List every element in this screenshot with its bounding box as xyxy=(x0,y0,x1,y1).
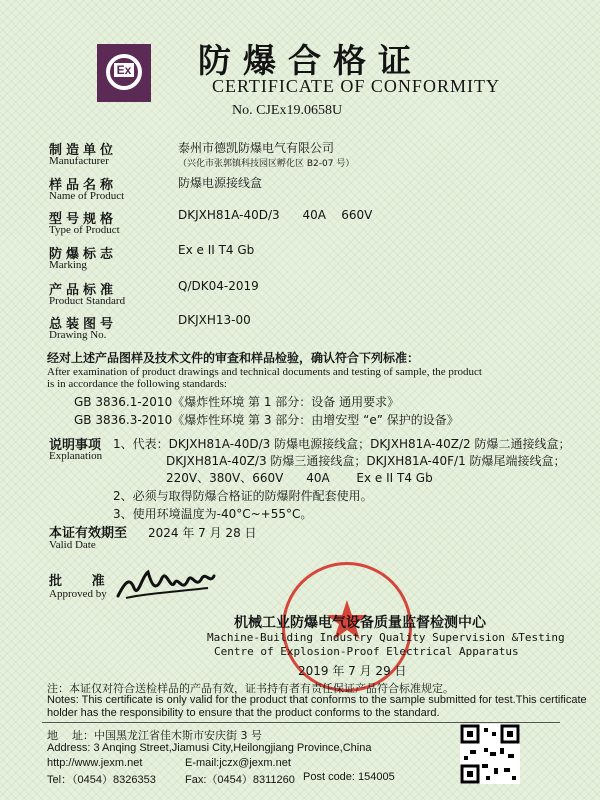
notes-en-1: Notes: This certificate is only valid for the product that conforms to the sample submitted for test.This certificate xyxy=(47,694,587,706)
standard-label-en: Product Standard xyxy=(49,295,126,307)
explanation-item-1: 1、代表：DKJXH81A-40D/3 防爆电源接线盒；DKJXH81A-40Z/2 防爆二通接线盒； xyxy=(113,437,571,451)
product-label-cn: 样品名称 xyxy=(49,178,118,193)
ex-logo xyxy=(97,44,151,102)
qr-code[interactable] xyxy=(460,724,520,784)
standard-label-cn: 产品标准 xyxy=(49,283,118,298)
issuer-name-en-2: Centre of Explosion-Proof Electrical Apparatus xyxy=(214,645,519,658)
footer-email[interactable]: E-mail:jczx@jexm.net xyxy=(185,757,291,769)
validity-label-en: Valid Date xyxy=(49,539,96,551)
notes-en-2: holder has the responsibility to ensure that the product conforms to the standard. xyxy=(47,707,440,719)
manufacturer-address: （兴化市张郭镇科技园区孵化区 B2-07 号） xyxy=(178,159,355,169)
marking-label-en: Marking xyxy=(49,259,87,271)
type-value: DKJXH81A-40D/3 40A 660V xyxy=(178,208,373,222)
explanation-item-2: 2、必须与取得防爆合格证的防爆附件配套使用。 xyxy=(113,489,373,503)
approval-label-en: Approved by xyxy=(49,588,107,600)
notes-cn: 注：本证仅对符合送检样品的产品有效，证书持有者有责任保证产品符合标准规定。 xyxy=(47,682,454,695)
drawing-value: DKJXH13-00 xyxy=(178,313,251,327)
drawing-label-cn: 总装图号 xyxy=(49,317,118,332)
explanation-label-en: Explanation xyxy=(49,450,103,462)
signature xyxy=(112,558,222,610)
marking-label-cn: 防爆标志 xyxy=(49,247,118,262)
standard-value: Q/DK04-2019 xyxy=(178,279,259,293)
footer-fax: Fax:（0454）8311260 xyxy=(185,774,295,786)
manufacturer-label-cn: 制造单位 xyxy=(49,143,118,158)
seal-star-icon: ★ xyxy=(322,589,372,652)
title-cn: 防爆合格证 xyxy=(198,41,423,80)
issuer-name-en-1: Machine-Building Industry Quality Supervision &Testing xyxy=(207,631,565,644)
footer-postcode: Post code: 154005 xyxy=(303,771,395,783)
standard-item-2: GB 3836.3-2010《爆炸性环境 第 3 部分：由增安型 “e” 保护的设备》 xyxy=(74,413,459,427)
marking-value: Ex e II T4 Gb xyxy=(178,243,255,257)
issuer-name-cn: 机械工业防爆电气设备质量监督检测中心 xyxy=(234,615,486,631)
standard-item-1: GB 3836.1-2010《爆炸性环境 第 1 部分：设备 通用要求》 xyxy=(74,395,400,409)
approval-label-cn: 批 准 xyxy=(49,574,109,589)
footer-website[interactable]: http://www.jexm.net xyxy=(47,757,143,769)
footer-address-cn: 地 址：中国黑龙江省佳木斯市安庆街 3 号 xyxy=(47,729,262,742)
ex-logo-text: Ex xyxy=(114,63,135,77)
explanation-item-1-line-2: DKJXH81A-40Z/3 防爆三通接线盒；DKJXH81A-40F/1 防爆尾端接线盒； xyxy=(166,454,566,468)
explanation-label-cn: 说明事项 xyxy=(49,438,102,453)
product-value: 防爆电源接线盒 xyxy=(178,176,263,190)
basis-statement-cn: 经对上述产品图样及技术文件的审查和样品检验，确认符合下列标准： xyxy=(47,351,420,365)
footer-tel: Tel：（0454）8326353 xyxy=(47,774,156,786)
certificate-number: No. CJEx19.0658U xyxy=(232,103,343,118)
validity-label-cn: 本证有效期至 xyxy=(49,526,128,541)
drawing-label-en: Drawing No. xyxy=(49,329,107,341)
footer-address-en: Address: 3 Anqing Street,Jiamusi City,Heilongjiang Province,China xyxy=(47,742,372,754)
validity-date: 2024 年 7 月 28 日 xyxy=(148,526,257,540)
type-label-en: Type of Product xyxy=(49,224,120,236)
footer-divider xyxy=(42,722,560,723)
basis-statement-en-2: is in accordance the following standards: xyxy=(47,378,227,390)
basis-statement-en-1: After examination of product drawings and technical documents and testing of sample, the product xyxy=(47,366,482,378)
title-en: CERTIFICATE OF CONFORMITY xyxy=(212,76,500,96)
product-label-en: Name of Product xyxy=(49,190,125,202)
explanation-item-3: 3、使用环境温度为-40°C~+55°C。 xyxy=(113,507,313,521)
manufacturer-label-en: Manufacturer xyxy=(49,155,109,167)
manufacturer-value: 泰州市德凯防爆电气有限公司 xyxy=(178,141,335,155)
issue-date: 2019 年 7 月 29 日 xyxy=(298,664,407,678)
explanation-item-1-line-3: 220V、380V、660V 40A Ex e II T4 Gb xyxy=(166,471,433,485)
type-label-cn: 型号规格 xyxy=(49,212,118,227)
